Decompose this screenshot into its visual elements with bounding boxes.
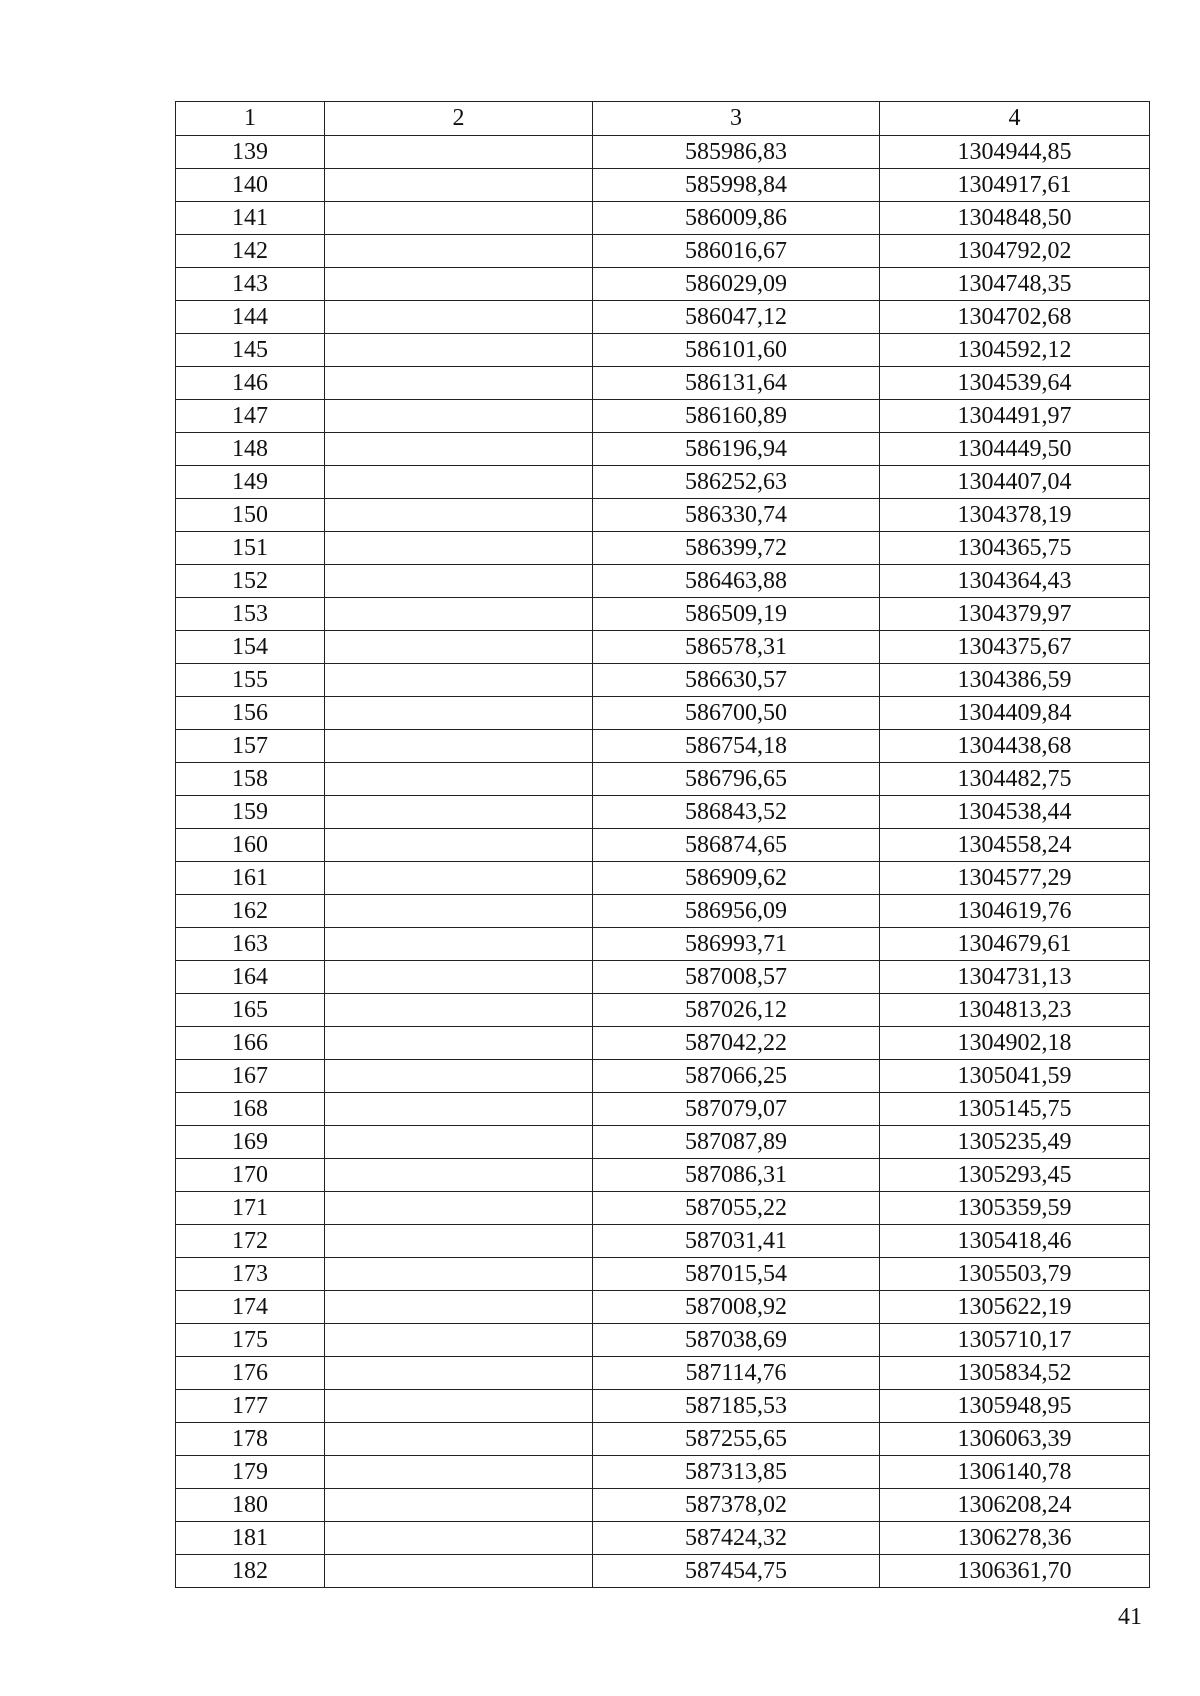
y-coordinate-cell: 1304386,59 xyxy=(880,664,1150,697)
header-cell-1: 1 xyxy=(176,102,325,136)
description-cell xyxy=(325,235,593,268)
x-coordinate-cell: 587055,22 xyxy=(593,1192,880,1225)
table-row xyxy=(176,1093,1150,1126)
x-coordinate-cell: 587038,69 xyxy=(593,1324,880,1357)
point-number-cell: 145 xyxy=(176,334,325,367)
x-coordinate-cell: 586131,64 xyxy=(593,367,880,400)
description-cell xyxy=(325,1225,593,1258)
point-number-cell: 160 xyxy=(176,829,325,862)
table-row xyxy=(176,1522,1150,1555)
y-coordinate-cell: 1304364,43 xyxy=(880,565,1150,598)
y-coordinate-cell: 1304944,85 xyxy=(880,136,1150,169)
table-row xyxy=(176,598,1150,631)
table-row xyxy=(176,1489,1150,1522)
point-number-cell: 171 xyxy=(176,1192,325,1225)
y-coordinate-cell: 1304792,02 xyxy=(880,235,1150,268)
description-cell xyxy=(325,1159,593,1192)
point-number-cell: 152 xyxy=(176,565,325,598)
point-number-cell: 166 xyxy=(176,1027,325,1060)
x-coordinate-cell: 586252,63 xyxy=(593,466,880,499)
y-coordinate-cell: 1304619,76 xyxy=(880,895,1150,928)
table-row xyxy=(176,400,1150,433)
x-coordinate-cell: 587042,22 xyxy=(593,1027,880,1060)
x-coordinate-cell: 586993,71 xyxy=(593,928,880,961)
description-cell xyxy=(325,565,593,598)
x-coordinate-cell: 587008,57 xyxy=(593,961,880,994)
description-cell xyxy=(325,1522,593,1555)
y-coordinate-cell: 1305710,17 xyxy=(880,1324,1150,1357)
point-number-cell: 159 xyxy=(176,796,325,829)
header-cell-4: 4 xyxy=(880,102,1150,136)
y-coordinate-cell: 1304538,44 xyxy=(880,796,1150,829)
table-row xyxy=(176,928,1150,961)
table-row xyxy=(176,499,1150,532)
table-row xyxy=(176,202,1150,235)
point-number-cell: 142 xyxy=(176,235,325,268)
point-number-cell: 141 xyxy=(176,202,325,235)
description-cell xyxy=(325,961,593,994)
description-cell xyxy=(325,730,593,763)
x-coordinate-cell: 586796,65 xyxy=(593,763,880,796)
description-cell xyxy=(325,763,593,796)
description-cell xyxy=(325,928,593,961)
table-row xyxy=(176,862,1150,895)
table-row xyxy=(176,1423,1150,1456)
y-coordinate-cell: 1305359,59 xyxy=(880,1192,1150,1225)
x-coordinate-cell: 587255,65 xyxy=(593,1423,880,1456)
x-coordinate-cell: 585998,84 xyxy=(593,169,880,202)
point-number-cell: 155 xyxy=(176,664,325,697)
x-coordinate-cell: 586101,60 xyxy=(593,334,880,367)
x-coordinate-cell: 586330,74 xyxy=(593,499,880,532)
table-row xyxy=(176,136,1150,169)
description-cell xyxy=(325,631,593,664)
table-row xyxy=(176,1324,1150,1357)
y-coordinate-cell: 1304748,35 xyxy=(880,268,1150,301)
table-row xyxy=(176,895,1150,928)
table-row xyxy=(176,1159,1150,1192)
x-coordinate-cell: 587454,75 xyxy=(593,1555,880,1588)
description-cell xyxy=(325,466,593,499)
x-coordinate-cell: 586047,12 xyxy=(593,301,880,334)
y-coordinate-cell: 1304482,75 xyxy=(880,763,1150,796)
x-coordinate-cell: 587086,31 xyxy=(593,1159,880,1192)
point-number-cell: 180 xyxy=(176,1489,325,1522)
table-row xyxy=(176,235,1150,268)
point-number-cell: 173 xyxy=(176,1258,325,1291)
table-row xyxy=(176,796,1150,829)
y-coordinate-cell: 1304407,04 xyxy=(880,466,1150,499)
table-row xyxy=(176,1555,1150,1588)
point-number-cell: 157 xyxy=(176,730,325,763)
point-number-cell: 148 xyxy=(176,433,325,466)
x-coordinate-cell: 587185,53 xyxy=(593,1390,880,1423)
table-row xyxy=(176,1456,1150,1489)
y-coordinate-cell: 1306208,24 xyxy=(880,1489,1150,1522)
description-cell xyxy=(325,1555,593,1588)
y-coordinate-cell: 1304558,24 xyxy=(880,829,1150,862)
table-row xyxy=(176,466,1150,499)
description-cell xyxy=(325,367,593,400)
description-cell xyxy=(325,697,593,730)
page-number: 41 xyxy=(1118,1604,1142,1630)
description-cell xyxy=(325,1027,593,1060)
x-coordinate-cell: 586909,62 xyxy=(593,862,880,895)
point-number-cell: 178 xyxy=(176,1423,325,1456)
point-number-cell: 161 xyxy=(176,862,325,895)
table-row xyxy=(176,829,1150,862)
x-coordinate-cell: 587087,89 xyxy=(593,1126,880,1159)
description-cell xyxy=(325,136,593,169)
point-number-cell: 147 xyxy=(176,400,325,433)
x-coordinate-cell: 586009,86 xyxy=(593,202,880,235)
y-coordinate-cell: 1304438,68 xyxy=(880,730,1150,763)
point-number-cell: 149 xyxy=(176,466,325,499)
table-row xyxy=(176,1192,1150,1225)
description-cell xyxy=(325,862,593,895)
description-cell xyxy=(325,1060,593,1093)
point-number-cell: 174 xyxy=(176,1291,325,1324)
description-cell xyxy=(325,829,593,862)
y-coordinate-cell: 1304679,61 xyxy=(880,928,1150,961)
description-cell xyxy=(325,301,593,334)
point-number-cell: 181 xyxy=(176,1522,325,1555)
table-row xyxy=(176,763,1150,796)
description-cell xyxy=(325,400,593,433)
point-number-cell: 172 xyxy=(176,1225,325,1258)
y-coordinate-cell: 1304379,97 xyxy=(880,598,1150,631)
y-coordinate-cell: 1305041,59 xyxy=(880,1060,1150,1093)
y-coordinate-cell: 1306278,36 xyxy=(880,1522,1150,1555)
table-body xyxy=(176,136,1150,1588)
x-coordinate-cell: 586463,88 xyxy=(593,565,880,598)
point-number-cell: 158 xyxy=(176,763,325,796)
point-number-cell: 140 xyxy=(176,169,325,202)
x-coordinate-cell: 586754,18 xyxy=(593,730,880,763)
table-row xyxy=(176,1357,1150,1390)
description-cell xyxy=(325,433,593,466)
point-number-cell: 175 xyxy=(176,1324,325,1357)
y-coordinate-cell: 1304378,19 xyxy=(880,499,1150,532)
table-row xyxy=(176,268,1150,301)
description-cell xyxy=(325,532,593,565)
x-coordinate-cell: 586509,19 xyxy=(593,598,880,631)
description-cell xyxy=(325,169,593,202)
point-number-cell: 154 xyxy=(176,631,325,664)
coordinates-table xyxy=(175,101,1150,1588)
y-coordinate-cell: 1305948,95 xyxy=(880,1390,1150,1423)
table-row xyxy=(176,1390,1150,1423)
y-coordinate-cell: 1306140,78 xyxy=(880,1456,1150,1489)
x-coordinate-cell: 586399,72 xyxy=(593,532,880,565)
point-number-cell: 162 xyxy=(176,895,325,928)
table-row xyxy=(176,1027,1150,1060)
y-coordinate-cell: 1304917,61 xyxy=(880,169,1150,202)
table-row xyxy=(176,367,1150,400)
x-coordinate-cell: 586630,57 xyxy=(593,664,880,697)
y-coordinate-cell: 1304577,29 xyxy=(880,862,1150,895)
y-coordinate-cell: 1305145,75 xyxy=(880,1093,1150,1126)
description-cell xyxy=(325,664,593,697)
y-coordinate-cell: 1304539,64 xyxy=(880,367,1150,400)
table-row xyxy=(176,1225,1150,1258)
header-cell-3: 3 xyxy=(593,102,880,136)
point-number-cell: 177 xyxy=(176,1390,325,1423)
table-row xyxy=(176,334,1150,367)
point-number-cell: 139 xyxy=(176,136,325,169)
y-coordinate-cell: 1305418,46 xyxy=(880,1225,1150,1258)
description-cell xyxy=(325,1423,593,1456)
point-number-cell: 169 xyxy=(176,1126,325,1159)
point-number-cell: 153 xyxy=(176,598,325,631)
y-coordinate-cell: 1306063,39 xyxy=(880,1423,1150,1456)
point-number-cell: 143 xyxy=(176,268,325,301)
description-cell xyxy=(325,1489,593,1522)
y-coordinate-cell: 1304375,67 xyxy=(880,631,1150,664)
table-row xyxy=(176,664,1150,697)
y-coordinate-cell: 1304848,50 xyxy=(880,202,1150,235)
point-number-cell: 156 xyxy=(176,697,325,730)
description-cell xyxy=(325,268,593,301)
x-coordinate-cell: 585986,83 xyxy=(593,136,880,169)
point-number-cell: 168 xyxy=(176,1093,325,1126)
description-cell xyxy=(325,1390,593,1423)
description-cell xyxy=(325,202,593,235)
description-cell xyxy=(325,1357,593,1390)
y-coordinate-cell: 1305834,52 xyxy=(880,1357,1150,1390)
table-row xyxy=(176,697,1150,730)
x-coordinate-cell: 586160,89 xyxy=(593,400,880,433)
x-coordinate-cell: 587066,25 xyxy=(593,1060,880,1093)
x-coordinate-cell: 586196,94 xyxy=(593,433,880,466)
point-number-cell: 150 xyxy=(176,499,325,532)
description-cell xyxy=(325,1258,593,1291)
y-coordinate-cell: 1304731,13 xyxy=(880,961,1150,994)
x-coordinate-cell: 587008,92 xyxy=(593,1291,880,1324)
header-row xyxy=(176,102,1150,136)
description-cell xyxy=(325,1291,593,1324)
y-coordinate-cell: 1304409,84 xyxy=(880,697,1150,730)
table-row xyxy=(176,433,1150,466)
point-number-cell: 167 xyxy=(176,1060,325,1093)
point-number-cell: 146 xyxy=(176,367,325,400)
x-coordinate-cell: 587026,12 xyxy=(593,994,880,1027)
x-coordinate-cell: 587424,32 xyxy=(593,1522,880,1555)
table-header xyxy=(176,102,1150,136)
table-row xyxy=(176,1126,1150,1159)
table-row xyxy=(176,961,1150,994)
point-number-cell: 182 xyxy=(176,1555,325,1588)
y-coordinate-cell: 1304365,75 xyxy=(880,532,1150,565)
description-cell xyxy=(325,598,593,631)
point-number-cell: 170 xyxy=(176,1159,325,1192)
point-number-cell: 144 xyxy=(176,301,325,334)
table-row xyxy=(176,301,1150,334)
description-cell xyxy=(325,1456,593,1489)
point-number-cell: 151 xyxy=(176,532,325,565)
description-cell xyxy=(325,334,593,367)
y-coordinate-cell: 1305293,45 xyxy=(880,1159,1150,1192)
y-coordinate-cell: 1304902,18 xyxy=(880,1027,1150,1060)
x-coordinate-cell: 586578,31 xyxy=(593,631,880,664)
description-cell xyxy=(325,1192,593,1225)
point-number-cell: 164 xyxy=(176,961,325,994)
y-coordinate-cell: 1304813,23 xyxy=(880,994,1150,1027)
header-cell-2: 2 xyxy=(325,102,593,136)
x-coordinate-cell: 587378,02 xyxy=(593,1489,880,1522)
x-coordinate-cell: 586016,67 xyxy=(593,235,880,268)
y-coordinate-cell: 1304592,12 xyxy=(880,334,1150,367)
point-number-cell: 176 xyxy=(176,1357,325,1390)
table-row xyxy=(176,169,1150,202)
point-number-cell: 179 xyxy=(176,1456,325,1489)
y-coordinate-cell: 1305503,79 xyxy=(880,1258,1150,1291)
x-coordinate-cell: 586029,09 xyxy=(593,268,880,301)
y-coordinate-cell: 1305622,19 xyxy=(880,1291,1150,1324)
table-row xyxy=(176,994,1150,1027)
description-cell xyxy=(325,499,593,532)
description-cell xyxy=(325,1093,593,1126)
y-coordinate-cell: 1304449,50 xyxy=(880,433,1150,466)
description-cell xyxy=(325,796,593,829)
table-row xyxy=(176,1291,1150,1324)
x-coordinate-cell: 586956,09 xyxy=(593,895,880,928)
y-coordinate-cell: 1304491,97 xyxy=(880,400,1150,433)
y-coordinate-cell: 1304702,68 xyxy=(880,301,1150,334)
x-coordinate-cell: 587114,76 xyxy=(593,1357,880,1390)
table-row xyxy=(176,1060,1150,1093)
x-coordinate-cell: 587313,85 xyxy=(593,1456,880,1489)
x-coordinate-cell: 587015,54 xyxy=(593,1258,880,1291)
table-row xyxy=(176,730,1150,763)
description-cell xyxy=(325,1324,593,1357)
y-coordinate-cell: 1305235,49 xyxy=(880,1126,1150,1159)
point-number-cell: 163 xyxy=(176,928,325,961)
x-coordinate-cell: 586700,50 xyxy=(593,697,880,730)
table-row xyxy=(176,1258,1150,1291)
x-coordinate-cell: 587079,07 xyxy=(593,1093,880,1126)
table-row xyxy=(176,631,1150,664)
description-cell xyxy=(325,895,593,928)
y-coordinate-cell: 1306361,70 xyxy=(880,1555,1150,1588)
x-coordinate-cell: 586874,65 xyxy=(593,829,880,862)
x-coordinate-cell: 586843,52 xyxy=(593,796,880,829)
x-coordinate-cell: 587031,41 xyxy=(593,1225,880,1258)
description-cell xyxy=(325,1126,593,1159)
point-number-cell: 165 xyxy=(176,994,325,1027)
table-row xyxy=(176,532,1150,565)
table-row xyxy=(176,565,1150,598)
description-cell xyxy=(325,994,593,1027)
